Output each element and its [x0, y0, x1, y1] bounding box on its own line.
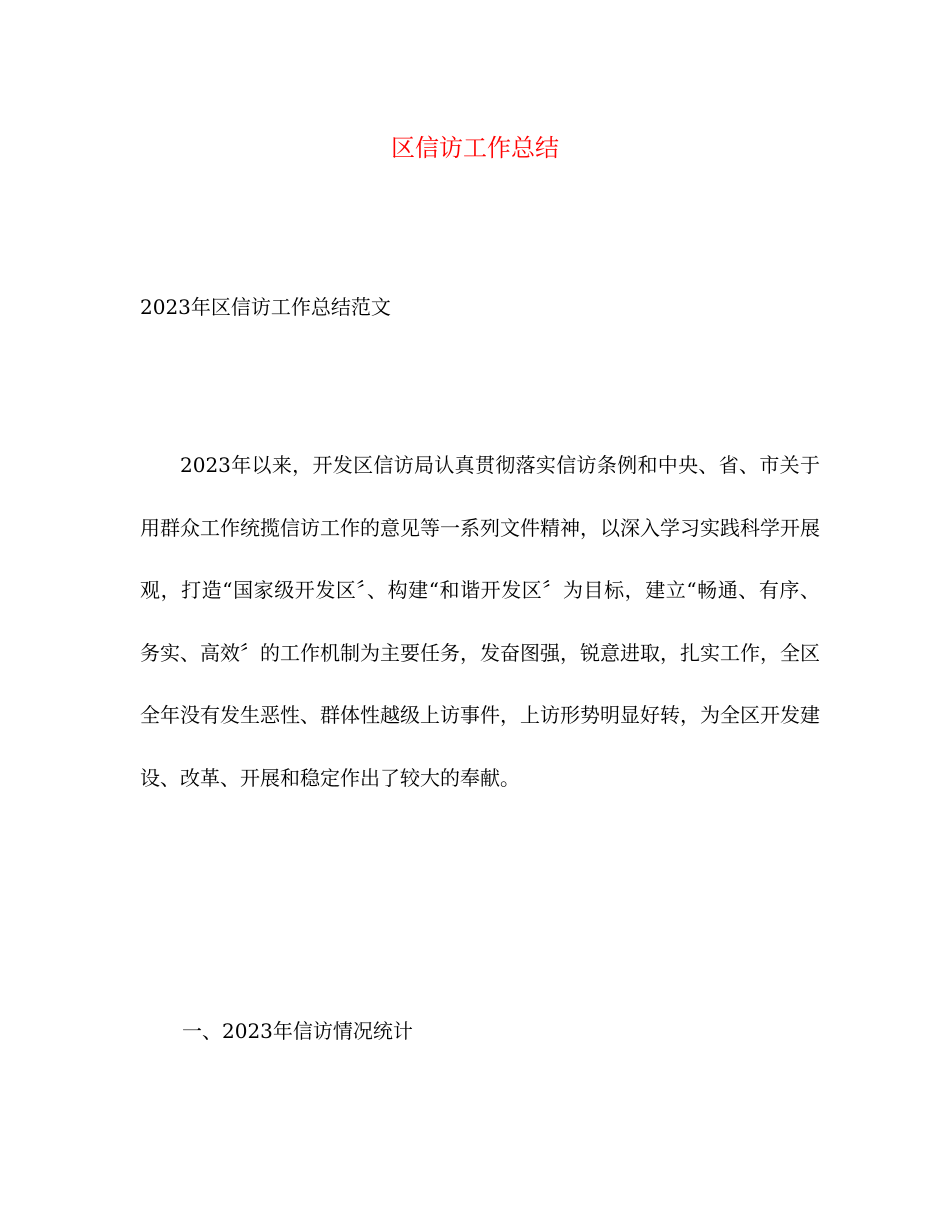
document-title: 区信访工作总结	[391, 134, 559, 162]
section-heading: 一、2023年信访情况统计	[182, 1019, 413, 1043]
document-subtitle: 2023年区信访工作总结范文	[140, 295, 391, 319]
body-paragraph: 2023年以来，开发区信访局认真贯彻落实信访条例和中央、省、市关于用群众工作统揽信访工作的意见等一系列文件精神，以深入学习实践科学开展观，打造“国家级开发区〞、构建“和谐开发区〞为目标，建立“畅通、有序、务实、高效〞的工作机制为主要任务，发奋图强，锐意进取，扎实工作，全区全年没有发生恶性、群体性越级上访事件，上访形势明显好转，为全区开发建设、改革、开展和稳定作出了较大的奉献。	[140, 453, 820, 790]
